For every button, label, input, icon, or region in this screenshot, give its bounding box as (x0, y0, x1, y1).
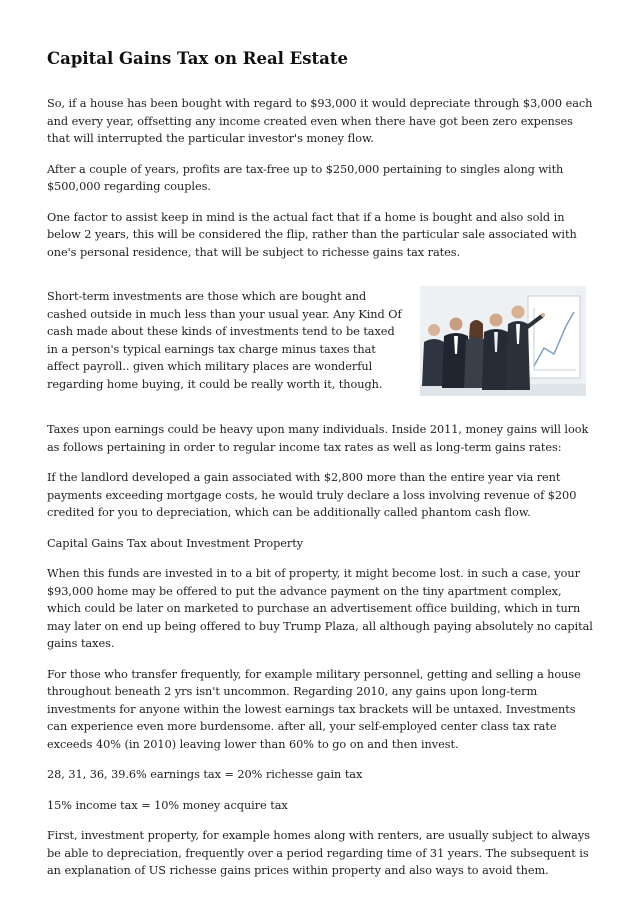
document-page (47, 48, 595, 893)
paragraph-flip-rule: One factor to assist keep in mind is the actual fact that if a home is bought and also sold in below 2 years, this will be considered the flip, rather than the particular sale associated with one's personal residence, that will be subject to richesse gains tax rates. (47, 210, 577, 259)
paragraph-taxes-upon-earnings: Taxes upon earnings could be heavy upon many individuals. Inside 2011, money gains will look as follows pertaining in order to regular income tax rates as well as long-term gains rates: (47, 423, 589, 454)
paragraph-subheading-investment-property: Capital Gains Tax about Investment Property (47, 536, 304, 550)
paragraph-short-term: Short-term investments are those which are bought and cashed outside in much less than your usual year. Any Kind Of cash made about these kinds of investments tend to be taxed in a person's typical earnings tax charge minus taxes that affect payroll.. given which military places are wonderful regarding home buying, it could be really worth it, though. (47, 290, 402, 391)
paragraph-funds-invested: When this funds are invested in to a bit of property, it might become lost. in such a case, your $93,000 home may be offered to put the advance payment on the tiny apartment complex, which could be later on marketed to purchase an advertisement office building, which in turn may later on end up being offered to buy Trump Plaza, all although paying absolutely no capital gains taxes. (47, 567, 593, 650)
short-term-section (47, 288, 595, 408)
paragraph-low-bracket-rate: 15% income tax = 10% money acquire tax (47, 798, 288, 812)
paragraph-frequent-movers: For those who transfer frequently, for example military personnel, getting and selling a house throughout beneath 2 yrs isn't uncommon. Regarding 2010, any gains upon long-term investments for anyone within the lowest earnings tax brackets will be untaxed. Investments can experience even more burdensome. after all, your self-employed center class tax rate exceeds 40% (in 2010) leaving lower than 60% to go on and then invest. (47, 667, 581, 751)
paragraph-high-bracket-rate: 28, 31, 36, 39.6% earnings tax = 20% richesse gain tax (47, 768, 363, 781)
paragraph-tax-free-profits: After a couple of years, profits are tax-free up to $250,000 pertaining to singles along with $500,000 regarding couples. (47, 162, 564, 193)
paragraph-landlord-gain: If the landlord developed a gain associated with $2,800 more than the entire year via rent payments exceeding mortgage costs, he would truly declare a loss involving revenue of $200 credited for you to depreciation, which can be additionally called phantom cash flow. (47, 471, 577, 519)
business-meeting-whiteboard-photo-icon (420, 286, 586, 396)
paragraph-investment-property-depreciation: First, investment property, for example homes along with renters, are usually subject to always be able to depreciation, frequently over a period regarding time of 31 years. The subsequent is an explanation of US richesse gains prices within property and also ways to avoid them. (47, 829, 590, 877)
business-meeting-photo (420, 286, 586, 396)
paragraph-depreciation: So, if a house has been bought with regard to $93,000 it would depreciate through $3,000 each and every year, offsetting any income created even when there have got been zero expenses that will interrupted the particular investor's money flow. (47, 97, 593, 145)
page-title: Capital Gains Tax on Real Estate (47, 49, 348, 68)
